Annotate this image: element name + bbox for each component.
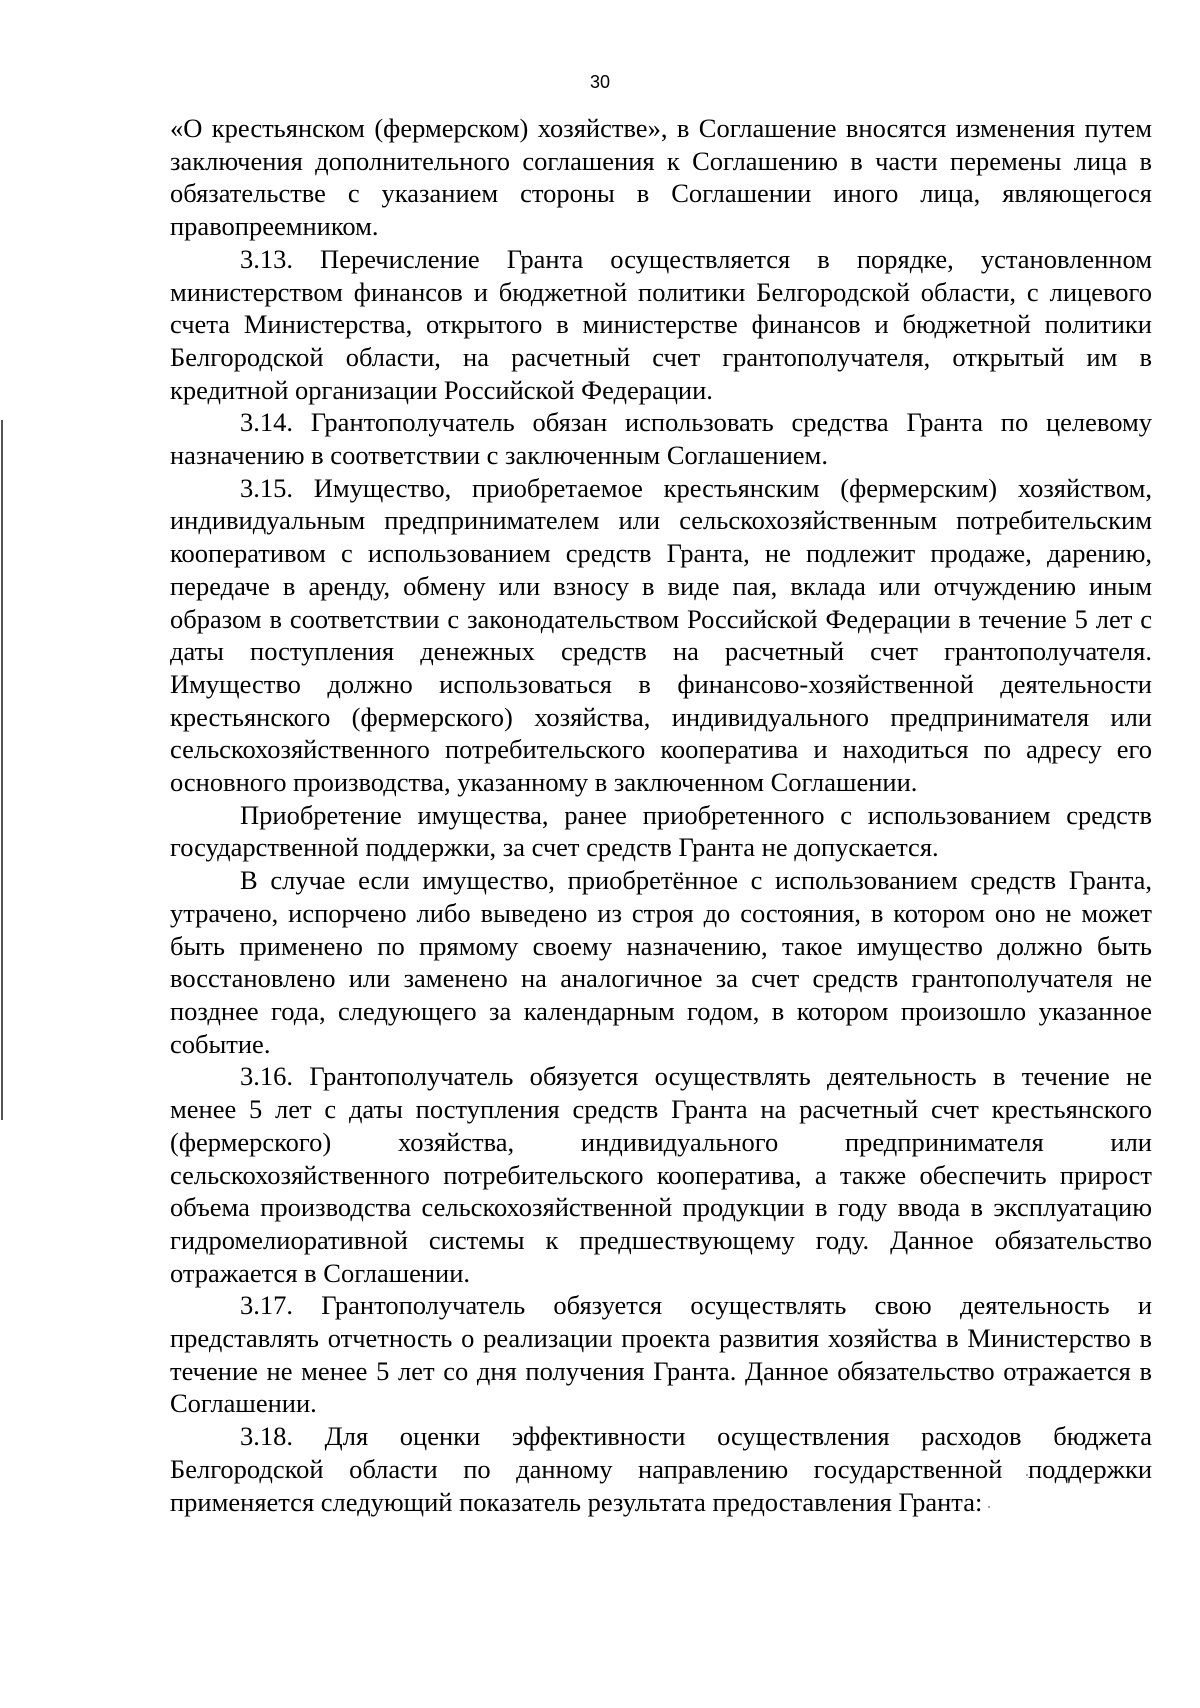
paragraph-acquisition-restriction: Приобретение имущества, ранее приобретенного с использованием средств государственной поддержки, за счет средств Гранта не допускается. xyxy=(170,799,1152,863)
paragraph-3-14: 3.14. Грантополучатель обязан использовать средства Гранта по целевому назначению в соответствии с заключенным Соглашением. xyxy=(170,407,1152,471)
paragraph-property-loss: В случае если имущество, приобретённое с использованием средств Гранта, утрачено, испорчено либо выведено из строя до состояния, в котором оно не может быть применено по прямому своему назначению, такое имущество должно быть восстановлено или заменено на аналогичное за счет средств грантополучателя не позднее года, следующего за календарным годом, в котором произошло указанное событие. xyxy=(170,865,1152,1059)
paragraph-3-16: 3.16. Грантополучатель обязуется осуществлять деятельность в течение не менее 5 лет с даты поступления средств Гранта на расчетный счет крестьянского (фермерского) хозяйства, индивидуального предпринимателя или сельскохозяйственного потребительского кооператива, а также обеспечить прирост объема производства сельскохозяйственной продукции в году ввода в эксплуатацию гидромелиоративной системы к предшествующему году. Данное обязательство отражается в Соглашении. xyxy=(170,1061,1152,1288)
scan-edge-line xyxy=(1,420,3,1120)
paragraph-3-15: 3.15. Имущество, приобретаемое крестьянским (фермерским) хозяйством, индивидуальным предпринимателем или сельскохозяйственным потребительским кооперативом с использованием средств Гранта, не подлежит продаже, дарению, передаче в аренду, обмену или взносу в виде пая, вклада или отчуждению иным образом в соответствии с законодательством Российской Федерации в течение 5 лет с даты поступления денежных средств на расчетный счет грантополучателя. Имущество должно использоваться в финансово-хозяйственной деятельности крестьянского (фермерского) хозяйства, индивидуального предпринимателя или сельскохозяйственного потребительского кооператива и находиться по адресу его основного производства, указанному в заключенном Соглашении. xyxy=(170,472,1152,798)
paragraph-3-18: 3.18. Для оценки эффективности осуществления расходов бюджета Белгородской области по данному направлению государственной поддержки применяется следующий показатель результата предоставления Гранта: xyxy=(170,1421,1152,1517)
paragraph-continuation: «О крестьянском (фермерском) хозяйстве», в Соглашение вносятся изменения путем заключения дополнительного соглашения к Соглашению в части перемены лица в обязательстве с указанием стороны в Соглашении иного лица, являющегося правопреемником. xyxy=(170,113,1152,242)
page-number: 30 xyxy=(589,72,611,92)
document-body xyxy=(170,112,1152,1518)
paragraph-3-13: 3.13. Перечисление Гранта осуществляется в порядке, установленном министерством финансов и бюджетной политики Белгородской области, с лицевого счета Министерства, открытого в министерстве финансов и бюджетной политики Белгородской области, на расчетный счет грантополучателя, открытый им в кредитной организации Российской Федерации. xyxy=(170,243,1152,405)
paragraph-3-17: 3.17. Грантополучатель обязуется осуществлять свою деятельность и представлять отчетность о реализации проекта развития хозяйства в Министерство в течение не менее 5 лет со дня получения Гранта. Данное обязательство отражается в Соглашении. xyxy=(170,1290,1152,1419)
